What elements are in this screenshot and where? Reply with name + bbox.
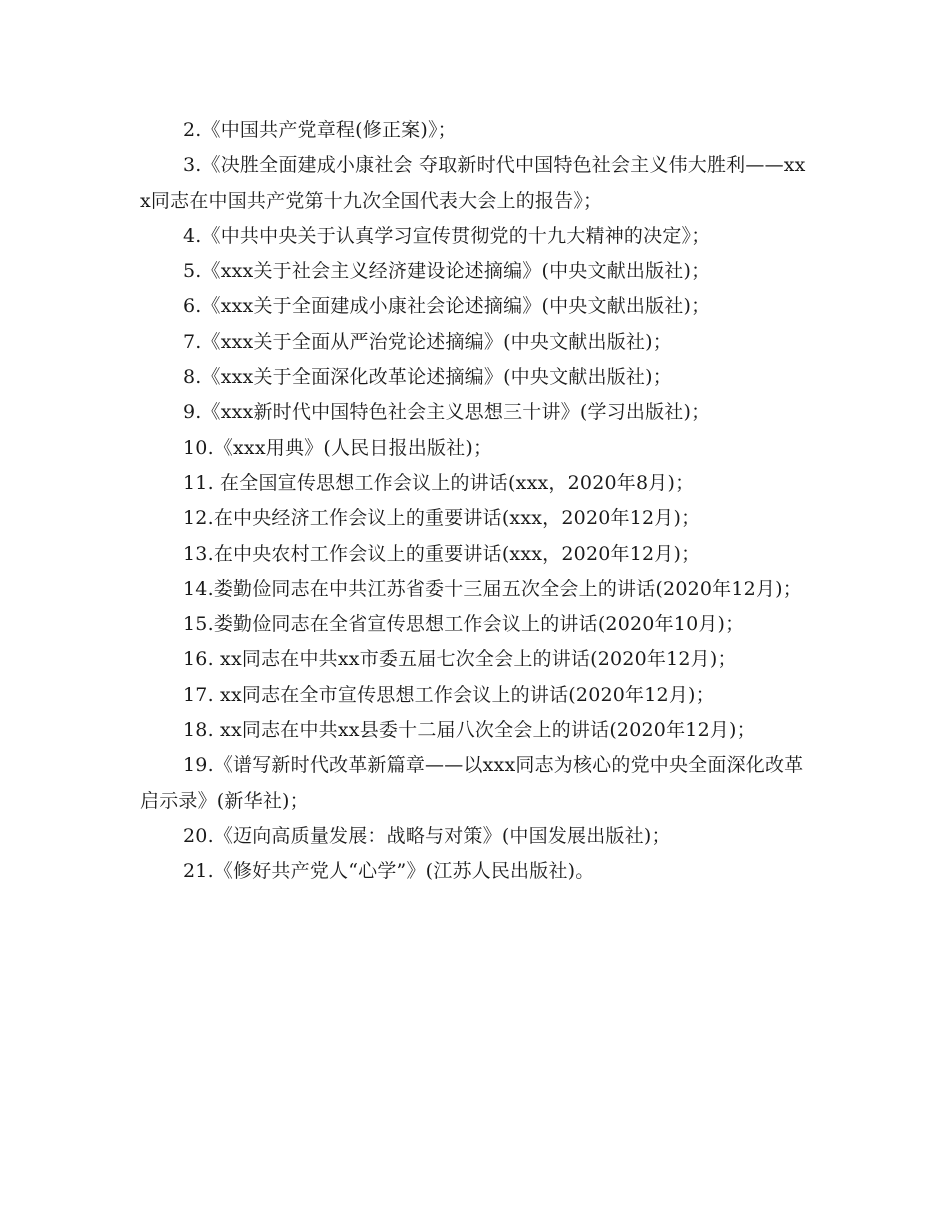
list-item: 20.《迈向高质量发展：战略与对策》(中国发展出版社)； <box>183 824 671 847</box>
list-item: 21.《修好共产党人“心学”》(江苏人民出版社)。 <box>183 860 595 883</box>
list-item: 2.《中国共产党章程(修正案)》； <box>183 119 457 141</box>
list-item: 8.《xxx关于全面深化改革论述摘编》(中央文献出版社)； <box>183 366 672 389</box>
reference-list <box>140 113 815 890</box>
list-item: 6.《xxx关于全面建成小康社会论述摘编》(中央文献出版社)； <box>183 295 711 318</box>
list-item: 19.《谱写新时代改革新篇章——以xxx同志为核心的党中央全面深化改革启示录》(新华社)； <box>140 754 804 812</box>
list-item: 18. xx同志在中共xx县委十二届八次全会上的讲话(2020年12月)； <box>183 719 756 742</box>
list-item: 10.《xxx用典》(人民日报出版社)； <box>183 436 493 459</box>
list-item: 4.《中共中央关于认真学习宣传贯彻党的十九大精神的决定》； <box>183 224 711 247</box>
list-item: 11. 在全国宣传思想工作会议上的讲话(xxx，2020年8月)； <box>183 471 695 494</box>
list-item: 15.娄勤俭同志在全省宣传思想工作会议上的讲话(2020年10月)； <box>183 613 745 636</box>
list-item: 12.在中央经济工作会议上的重要讲话(xxx，2020年12月)； <box>183 507 701 530</box>
list-item: 5.《xxx关于社会主义经济建设论述摘编》(中央文献出版社)； <box>183 260 711 283</box>
list-item: 17. xx同志在全市宣传思想工作会议上的讲话(2020年12月)； <box>183 683 715 706</box>
list-item: 7.《xxx关于全面从严治党论述摘编》(中央文献出版社)； <box>183 330 672 353</box>
list-item: 13.在中央农村工作会议上的重要讲话(xxx，2020年12月)； <box>183 542 701 565</box>
list-item: 16. xx同志在中共xx市委五届七次全会上的讲话(2020年12月)； <box>183 648 737 671</box>
list-item: 3.《决胜全面建成小康社会 夺取新时代中国特色社会主义伟大胜利——xxx同志在中国共产党第十九次全国代表大会上的报告》； <box>140 154 806 212</box>
list-item: 9.《xxx新时代中国特色社会主义思想三十讲》(学习出版社)； <box>183 401 711 424</box>
list-item: 14.娄勤俭同志在中共江苏省委十三届五次全会上的讲话(2020年12月)； <box>183 577 802 600</box>
